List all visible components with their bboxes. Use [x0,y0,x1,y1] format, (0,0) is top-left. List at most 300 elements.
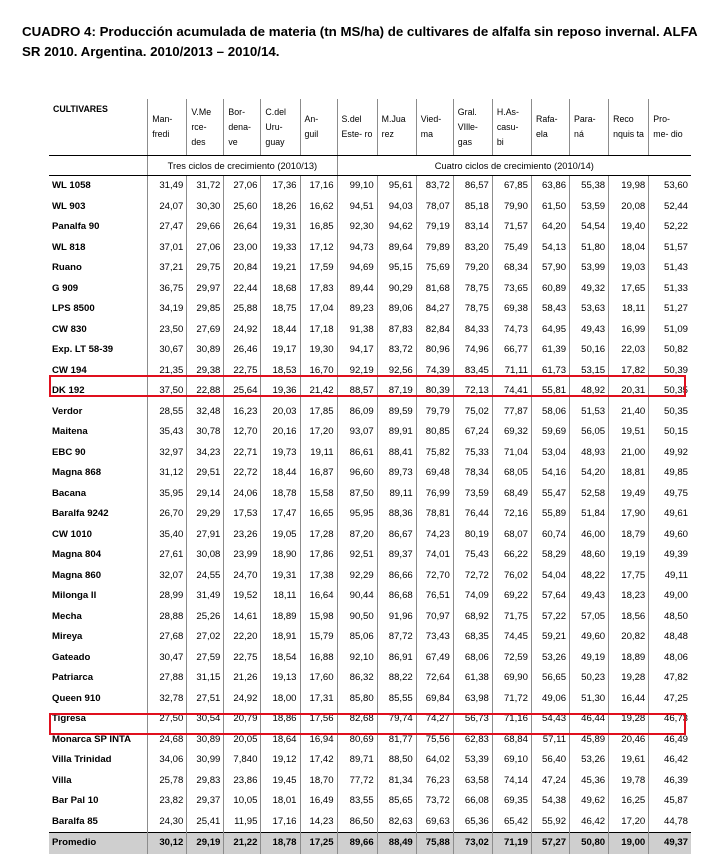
table-cell: 28,88 [148,607,187,628]
table-cell: 17,86 [300,545,337,566]
column-header: Rafa- ela [531,99,569,156]
table-cell: 82,68 [337,709,377,730]
table-cell: 16,70 [300,361,337,382]
table-cell: 78,75 [453,279,492,300]
table-row [49,586,691,607]
table-cell: 49,92 [649,443,691,464]
table-cell: 21,42 [300,381,337,402]
table-cell: 19,73 [261,443,300,464]
table-cell: 20,79 [224,709,261,730]
table-cell: 21,00 [609,443,649,464]
table-cell: 92,29 [337,566,377,587]
table-cell: 76,23 [416,771,453,792]
table-cell: 16,85 [300,217,337,238]
table-cell: 27,50 [148,709,187,730]
table-cell: 70,97 [416,607,453,628]
table-cell: 72,16 [492,504,531,525]
table-cell: 86,32 [337,668,377,689]
production-table [49,99,691,854]
table-cell: 85,06 [337,627,377,648]
table-cell: 35,40 [148,525,187,546]
cultivar-name: Villa Trinidad [52,754,112,766]
table-cell: 25,88 [224,299,261,320]
table-cell: 18,54 [261,648,300,669]
table-cell: 24,92 [224,320,261,341]
table-cell: 66,08 [453,791,492,812]
table-cell: 94,69 [337,258,377,279]
table-cell: 46,42 [570,812,609,833]
table-cell: 53,26 [570,750,609,771]
column-header: V.Me rce- des [187,99,224,156]
table-cell: 17,56 [300,709,337,730]
table-cell: 85,18 [453,197,492,218]
table-cell: 19,30 [300,340,337,361]
table-cell: 10,05 [224,791,261,812]
table-cell: 80,96 [416,340,453,361]
table-cell: 47,25 [649,689,691,710]
table-cell: 12,70 [224,422,261,443]
table-cell: 18,53 [261,361,300,382]
table-cell: 18,26 [261,197,300,218]
table-cell: 89,37 [377,545,416,566]
table-cell: 68,84 [492,730,531,751]
table-cell: 19,31 [261,217,300,238]
table-row [49,463,691,484]
cultivar-name: Exp. LT 58-39 [52,344,114,356]
table-cell: 75,33 [453,443,492,464]
table-row [49,258,691,279]
table-cell: 18,70 [300,771,337,792]
table-cell: 23,82 [148,791,187,812]
table-cell: 37,21 [148,258,187,279]
table-cell: 16,88 [300,648,337,669]
average-cell: 19,00 [609,833,649,854]
table-cell: 68,35 [453,627,492,648]
table-cell: 24,07 [148,197,187,218]
table-cell: 55,47 [531,484,569,505]
table-cell: 68,49 [492,484,531,505]
table-cell: 49,19 [570,648,609,669]
table-cell: 16,99 [609,320,649,341]
table-cell: 18,81 [609,463,649,484]
cultivar-name: CW 830 [52,323,87,335]
table-cell: 75,43 [453,545,492,566]
table-cell: 27,61 [148,545,187,566]
table-cell: 51,33 [649,279,691,300]
table-cell: 88,50 [377,750,416,771]
table-cell: 89,73 [377,463,416,484]
table-cell: 16,44 [609,689,649,710]
table-cell: 22,71 [224,443,261,464]
table-cell: 92,51 [337,545,377,566]
table-cell: 89,59 [377,402,416,423]
table-cell: 77,72 [337,771,377,792]
table-cell: 16,62 [300,197,337,218]
table-cell: 65,36 [453,812,492,833]
table-cell: 29,38 [187,361,224,382]
cultivar-name: Bacana [52,487,87,499]
table-cell: 19,78 [609,771,649,792]
table-row [49,812,691,833]
cultivar-name: Monarca SP INTA [52,733,132,745]
table-cell: 27,51 [187,689,224,710]
table-cell: 86,50 [337,812,377,833]
cultivar-name: DK 192 [52,385,85,397]
table-cell: 91,38 [337,320,377,341]
table-cell: 87,83 [377,320,416,341]
table-cell: 45,36 [570,771,609,792]
table-cell: 75,49 [492,238,531,259]
table-row [49,668,691,689]
table-cell: 25,26 [187,607,224,628]
table-cell: 52,58 [570,484,609,505]
table-cell: 27,88 [148,668,187,689]
table-cell: 29,85 [187,299,224,320]
table-cell: 50,16 [570,340,609,361]
table-cell: 17,20 [609,812,649,833]
table-cell: 54,04 [531,566,569,587]
table-cell: 32,97 [148,443,187,464]
table-cell: 69,38 [492,299,531,320]
table-cell: 21,35 [148,361,187,382]
table-cell: 83,72 [416,176,453,197]
table-cell: 95,15 [377,258,416,279]
table-cell: 50,23 [570,668,609,689]
table-cell: 18,90 [261,545,300,566]
table-cell: 94,17 [337,340,377,361]
average-cell: 75,88 [416,833,453,854]
table-cell: 19,45 [261,771,300,792]
table-row [49,504,691,525]
table-cell: 18,56 [609,607,649,628]
table-cell: 25,41 [187,812,224,833]
table-cell: 72,13 [453,381,492,402]
table-cell: 20,03 [261,402,300,423]
table-cell: 56,05 [570,422,609,443]
table-cell: 19,28 [609,709,649,730]
table-cell: 53,59 [570,197,609,218]
table-cell: 86,91 [377,648,416,669]
table-cell: 46,44 [570,709,609,730]
table-cell: 17,59 [300,258,337,279]
table-cell: 44,78 [649,812,691,833]
table-cell: 46,73 [649,709,691,730]
table-cell: 88,57 [337,381,377,402]
table-row [49,176,691,197]
table-row [49,566,691,587]
table-row [49,279,691,300]
table-cell: 24,06 [224,484,261,505]
table-cell: 20,82 [609,627,649,648]
table-cell: 19,12 [261,750,300,771]
table-cell: 16,94 [300,730,337,751]
table-cell: 72,64 [416,668,453,689]
table-cell: 21,40 [609,402,649,423]
table-cell: 93,07 [337,422,377,443]
table-cell: 50,35 [649,381,691,402]
table-cell: 67,49 [416,648,453,669]
table-cell: 64,95 [531,320,569,341]
table-cell: 80,19 [453,525,492,546]
cultivar-name: Patriarca [52,672,94,684]
table-cell: 16,25 [609,791,649,812]
average-cell: 17,25 [300,833,337,854]
table-cell: 17,20 [300,422,337,443]
table-cell: 25,64 [224,381,261,402]
table-cell: 78,07 [416,197,453,218]
table-cell: 83,45 [453,361,492,382]
column-header: H.As- casu- bi [492,99,531,156]
table-cell: 49,61 [649,504,691,525]
table-row [49,545,691,566]
table-cell: 76,44 [453,504,492,525]
table-cell: 17,60 [300,668,337,689]
table-cell: 81,68 [416,279,453,300]
table-cell: 17,85 [300,402,337,423]
table-cell: 81,77 [377,730,416,751]
table-cell: 18,01 [261,791,300,812]
table-cell: 74,01 [416,545,453,566]
table-cell: 71,16 [492,709,531,730]
table-cell: 71,04 [492,443,531,464]
table-cell: 19,33 [261,238,300,259]
cultivar-name: Verdor [52,405,83,417]
cultivar-name: Baralfa 85 [52,815,98,827]
table-cell: 16,65 [300,504,337,525]
table-cell: 27,69 [187,320,224,341]
table-cell: 89,44 [337,279,377,300]
table-row [49,340,691,361]
column-header: CULTIVARES [49,99,148,156]
table-cell: 68,92 [453,607,492,628]
table-cell: 30,47 [148,648,187,669]
table-cell: 94,03 [377,197,416,218]
table-cell: 53,15 [570,361,609,382]
table-row [49,320,691,341]
table-cell: 19,40 [609,217,649,238]
table-cell: 64,02 [416,750,453,771]
table-cell: 54,13 [531,238,569,259]
table-cell: 20,05 [224,730,261,751]
table-cell: 18,11 [261,586,300,607]
table-cell: 71,72 [492,689,531,710]
table-cell: 51,57 [649,238,691,259]
table-cell: 17,36 [261,176,300,197]
table-cell: 55,92 [531,812,569,833]
average-cell: 71,19 [492,833,531,854]
table-cell: 92,30 [337,217,377,238]
table-cell: 23,99 [224,545,261,566]
table-cell: 17,28 [300,525,337,546]
table-cell: 89,64 [377,238,416,259]
table-cell: 87,20 [337,525,377,546]
average-cell: 18,78 [261,833,300,854]
table-row [49,238,691,259]
table-cell: 53,99 [570,258,609,279]
table-cell: 55,38 [570,176,609,197]
table-cell: 86,68 [377,586,416,607]
table-cell: 69,48 [416,463,453,484]
table-row [49,217,691,238]
cultivar-name: Ruano [52,262,82,274]
table-cell: 36,75 [148,279,187,300]
table-cell: 17,16 [261,812,300,833]
average-cell: 88,49 [377,833,416,854]
table-cell: 18,68 [261,279,300,300]
table-row [49,627,691,648]
table-cell: 67,24 [453,422,492,443]
table-cell: 77,87 [492,402,531,423]
table-cell: 49,60 [570,627,609,648]
table-cell: 55,89 [531,504,569,525]
table-cell: 49,00 [649,586,691,607]
cultivar-name: CW 194 [52,364,87,376]
table-cell: 19,03 [609,258,649,279]
table-cell: 79,90 [492,197,531,218]
table-cell: 49,62 [570,791,609,812]
table-cell: 29,29 [187,504,224,525]
table-cell: 46,49 [649,730,691,751]
column-header: C.del Uru- guay [261,99,300,156]
table-cell: 34,23 [187,443,224,464]
table-cell: 48,50 [649,607,691,628]
table-cell: 17,82 [609,361,649,382]
table-cell: 86,67 [377,525,416,546]
table-cell: 24,55 [187,566,224,587]
highlight-box-dk192 [49,375,686,397]
table-cell: 19,52 [224,586,261,607]
table-cell: 19,13 [261,668,300,689]
table-cell: 29,37 [187,791,224,812]
table-cell: 19,11 [300,443,337,464]
table-cell: 61,50 [531,197,569,218]
table-cell: 79,19 [416,217,453,238]
table-cell: 29,66 [187,217,224,238]
table-cell: 19,31 [261,566,300,587]
table-cell: 88,41 [377,443,416,464]
table-cell: 35,43 [148,422,187,443]
table-cell: 24,68 [148,730,187,751]
table-cell: 17,18 [300,320,337,341]
table-row [49,689,691,710]
table-cell: 99,10 [337,176,377,197]
table-cell: 28,55 [148,402,187,423]
table-cell: 26,64 [224,217,261,238]
table-cell: 72,72 [453,566,492,587]
table-cell: 20,46 [609,730,649,751]
table-cell: 71,75 [492,607,531,628]
table-cell: 14,23 [300,812,337,833]
table-cell: 86,09 [337,402,377,423]
table-cell: 54,43 [531,709,569,730]
table-cell: 18,91 [261,627,300,648]
column-header: Para- ná [570,99,609,156]
table-cell: 73,72 [416,791,453,812]
column-header: M.Jua rez [377,99,416,156]
table-cell: 51,84 [570,504,609,525]
header-row [49,99,691,156]
table-row [49,771,691,792]
table-cell: 85,65 [377,791,416,812]
table-cell: 58,06 [531,402,569,423]
table-cell: 19,98 [609,176,649,197]
table-cell: 27,06 [224,176,261,197]
table-row [49,402,691,423]
table-cell: 52,22 [649,217,691,238]
table-title: CUADRO 4: Producción acumulada de materia (tn MS/ha) de cultivares de alfalfa sin reposo invernal. ALFA SR 2010. Argentina. 2010/2013 – 2010/14. [22,24,698,59]
table-cell: 48,93 [570,443,609,464]
table-cell: 25,60 [224,197,261,218]
table-row [49,648,691,669]
table-cell: 11,95 [224,812,261,833]
table-cell: 62,83 [453,730,492,751]
table-cell: 68,07 [492,525,531,546]
table-cell: 17,75 [609,566,649,587]
table-cell: 58,43 [531,299,569,320]
table-cell: 19,17 [261,340,300,361]
cultivar-name: WL 903 [52,200,86,212]
table-cell: 17,47 [261,504,300,525]
table-cell: 34,19 [148,299,187,320]
table-cell: 46,00 [570,525,609,546]
table-row [49,484,691,505]
table-cell: 49,75 [649,484,691,505]
table-cell: 82,63 [377,812,416,833]
table-cell: 69,35 [492,791,531,812]
table-cell: 18,75 [261,299,300,320]
table-cell: 52,44 [649,197,691,218]
table-cell: 75,69 [416,258,453,279]
table-cell: 49,43 [570,586,609,607]
table-cell: 21,26 [224,668,261,689]
table-cell: 49,43 [570,320,609,341]
table-cell: 45,87 [649,791,691,812]
table-cell: 56,65 [531,668,569,689]
group-header-row [49,156,691,176]
table-cell: 63,58 [453,771,492,792]
column-header: An- guil [300,99,337,156]
table-cell: 27,91 [187,525,224,546]
column-header: Vied- ma [416,99,453,156]
group-header-four-cycles: Cuatro ciclos de crecimiento (2010/14) [337,156,691,176]
table-cell: 54,20 [570,463,609,484]
table-cell: 60,89 [531,279,569,300]
table-cell: 22,44 [224,279,261,300]
table-cell: 18,44 [261,320,300,341]
table-cell: 68,06 [453,648,492,669]
table-cell: 19,49 [609,484,649,505]
table-cell: 85,55 [377,689,416,710]
table-cell: 73,65 [492,279,531,300]
table-cell: 50,15 [649,422,691,443]
table-cell: 29,75 [187,258,224,279]
table-cell: 19,19 [609,545,649,566]
table-cell: 29,51 [187,463,224,484]
table-cell: 23,00 [224,238,261,259]
table-cell: 96,60 [337,463,377,484]
table-cell: 23,86 [224,771,261,792]
table-cell: 59,21 [531,627,569,648]
table-cell: 81,34 [377,771,416,792]
table-cell: 78,75 [453,299,492,320]
table-cell: 50,82 [649,340,691,361]
average-cell: 21,22 [224,833,261,854]
table-cell: 74,14 [492,771,531,792]
table-cell: 74,27 [416,709,453,730]
table-cell: 53,39 [453,750,492,771]
table-cell: 49,60 [649,525,691,546]
table-cell: 79,74 [377,709,416,730]
